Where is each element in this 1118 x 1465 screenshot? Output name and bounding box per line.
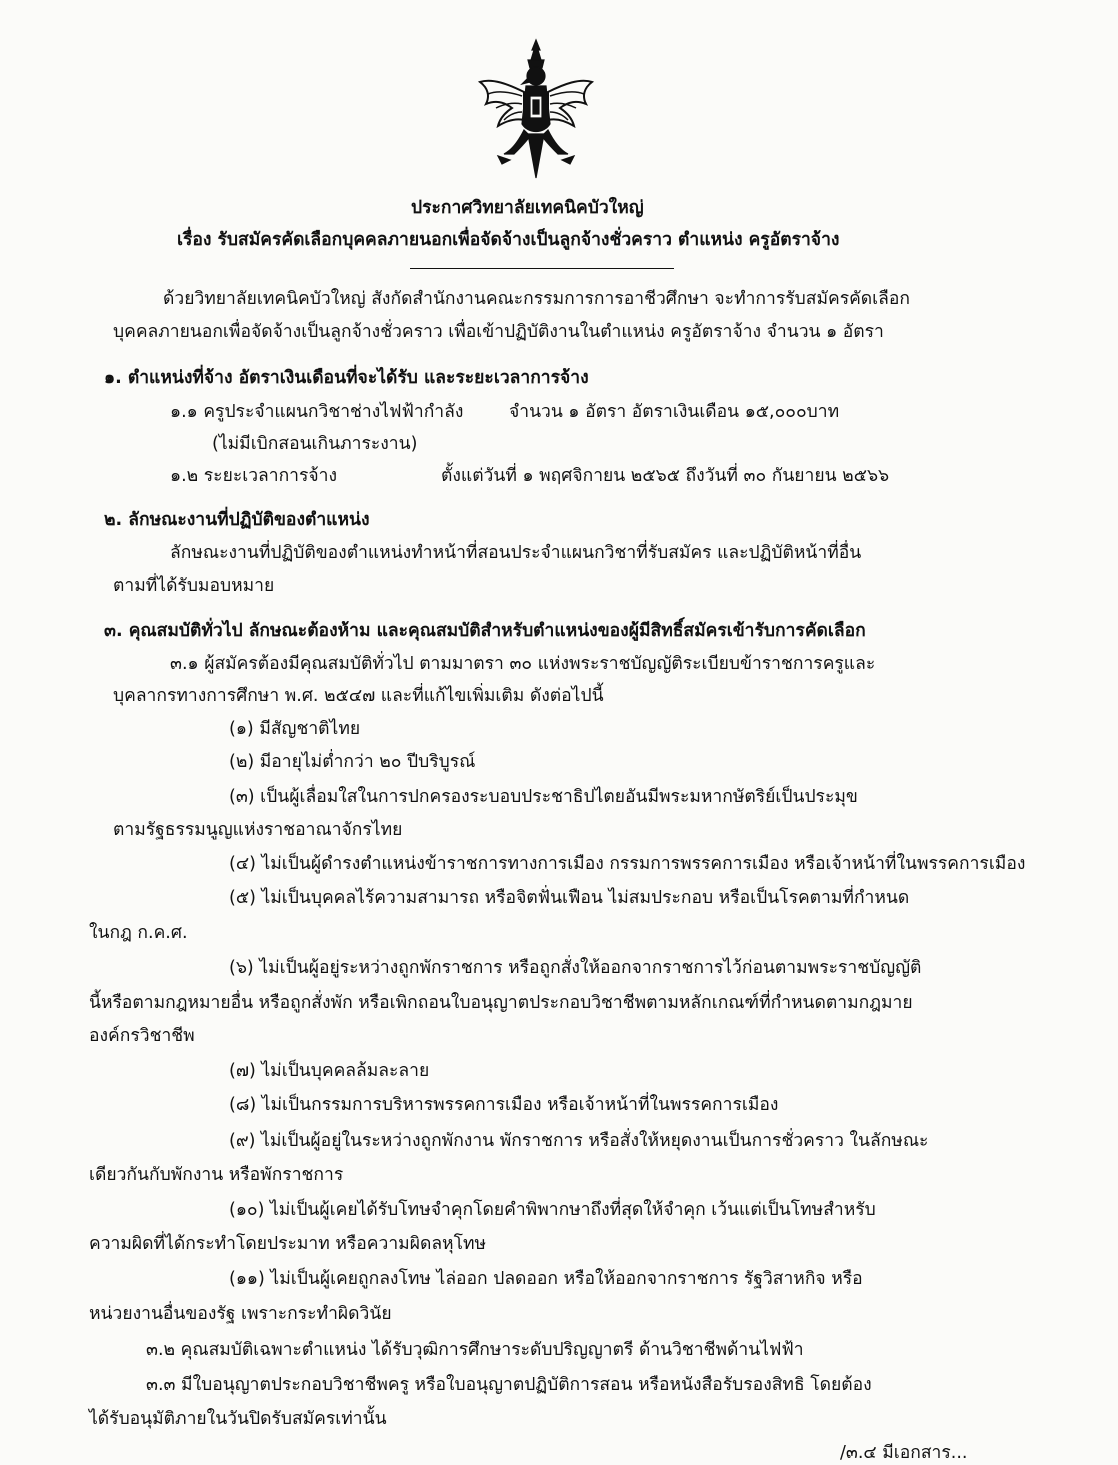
qualification-item: (๑๐) ไม่เป็นผู้เคยได้รับโทษจำคุกโดยคำพิพากษาถึงที่สุดให้จำคุก เว้นแต่เป็นโทษสำหรับ bbox=[229, 1200, 876, 1220]
employment-period-dates: ตั้งแต่วันที่ ๑ พฤศจิกายน ๒๕๖๕ ถึงวันที่ ๓๐ กันยายน ๒๕๖๖ bbox=[441, 466, 890, 486]
section-heading: ๑. ตำแหน่งที่จ้าง อัตราเงินเดือนที่จะได้รับ และระยะเวลาการจ้าง bbox=[104, 368, 589, 388]
qualification-item: ในกฎ ก.ค.ศ. bbox=[89, 923, 188, 943]
qualification-item: ตามรัฐธรรมนูญแห่งราชอาณาจักรไทย bbox=[113, 820, 403, 840]
qualification-item: (๖) ไม่เป็นผู้อยู่ระหว่างถูกพักราชการ หรือถูกสั่งให้ออกจากราชการไว้ก่อนตามพระราชบัญญัติ bbox=[229, 958, 922, 978]
paragraph-line: ๓.๓ มีใบอนุญาตประกอบวิชาชีพครู หรือใบอนุญาตปฏิบัติการสอน หรือหนังสือรับรองสิทธิ โดยต้อง bbox=[146, 1375, 872, 1395]
qualification-item: (๗) ไม่เป็นบุคคลล้มละลาย bbox=[229, 1061, 430, 1081]
paragraph-line: บุคลากรทางการศึกษา พ.ศ. ๒๕๔๗ และที่แก้ไขเพิ่มเติม ดังต่อไปนี้ bbox=[113, 686, 604, 706]
paragraph-line: ตามที่ได้รับมอบหมาย bbox=[113, 576, 275, 596]
position-salary: จำนวน ๑ อัตรา อัตราเงินเดือน ๑๕,๐๐๐บาท bbox=[509, 402, 840, 422]
qualification-item: หน่วยงานอื่นของรัฐ เพราะกระทำผิดวินัย bbox=[89, 1304, 392, 1324]
qualification-item: (๕) ไม่เป็นบุคคลไร้ความสามารถ หรือจิตฟั่นเฟือน ไม่สมประกอบ หรือเป็นโรคตามที่กำหนด bbox=[229, 888, 910, 908]
position-note: (ไม่มีเบิกสอนเกินภาระงาน) bbox=[212, 434, 418, 454]
qualification-item: (๘) ไม่เป็นกรรมการบริหารพรรคการเมือง หรือเจ้าหน้าที่ในพรรคการเมือง bbox=[229, 1095, 779, 1115]
intro-line: ด้วยวิทยาลัยเทคนิคบัวใหญ่ สังกัดสำนักงานคณะกรรมการการอาชีวศึกษา จะทำการรับสมัครคัดเลือก bbox=[163, 289, 910, 309]
page-continuation: /๓.๔ มีเอกสาร... bbox=[840, 1443, 968, 1463]
qualification-item: (๑) มีสัญชาติไทย bbox=[229, 719, 361, 739]
paragraph-line: ลักษณะงานที่ปฏิบัติของตำแหน่งทำหน้าที่สอนประจำแผนกวิชาที่รับสมัคร และปฏิบัติหน้าที่อื่น bbox=[170, 543, 862, 563]
announcement-subject: เรื่อง รับสมัครคัดเลือกบุคคลภายนอกเพื่อจัดจ้างเป็นลูกจ้างชั่วคราว ตำแหน่ง ครูอัตราจ้าง bbox=[177, 230, 840, 250]
qualification-item: นี้หรือตามกฎหมายอื่น หรือถูกสั่งพัก หรือเพิกถอนใบอนุญาตประกอบวิชาชีพตามหลักเกณฑ์ที่กำหนดตามกฎมาย bbox=[89, 993, 913, 1013]
employment-period-label: ๑.๒ ระยะเวลาการจ้าง bbox=[170, 466, 338, 486]
intro-line: บุคคลภายนอกเพื่อจัดจ้างเป็นลูกจ้างชั่วคราว เพื่อเข้าปฏิบัติงานในตำแหน่ง ครูอัตราจ้าง จำนวน ๑ อัตรา bbox=[113, 322, 884, 342]
paragraph-line: ๓.๑ ผู้สมัครต้องมีคุณสมบัติทั่วไป ตามมาตรา ๓๐ แห่งพระราชบัญญัติระเบียบข้าราชการครูและ bbox=[170, 654, 876, 674]
qualification-item: ความผิดที่ได้กระทำโดยประมาท หรือความผิดลหุโทษ bbox=[89, 1234, 487, 1254]
announcement-title: ประกาศวิทยาลัยเทคนิคบัวใหญ่ bbox=[411, 198, 644, 218]
title-divider bbox=[410, 268, 674, 269]
section-heading: ๓. คุณสมบัติทั่วไป ลักษณะต้องห้าม และคุณสมบัติสำหรับตำแหน่งของผู้มีสิทธิ์สมัครเข้ารับการคัดเลือก bbox=[104, 621, 866, 641]
paragraph-line: ได้รับอนุมัติภายในวันปิดรับสมัครเท่านั้น bbox=[89, 1409, 387, 1429]
qualification-item: (๓) เป็นผู้เลื่อมใสในการปกครองระบอบประชาธิปไตยอันมีพระมหากษัตริย์เป็นประมุข bbox=[229, 787, 858, 807]
qualification-item: เดียวกันกับพักงาน หรือพักราชการ bbox=[89, 1165, 344, 1185]
qualification-item: องค์กรวิชาชีพ bbox=[89, 1026, 195, 1046]
section-heading: ๒. ลักษณะงานที่ปฏิบัติของตำแหน่ง bbox=[104, 510, 370, 530]
qualification-item: (๒) มีอายุไม่ต่ำกว่า ๒๐ ปีบริบูรณ์ bbox=[229, 752, 476, 772]
qualification-item: (๙) ไม่เป็นผู้อยู่ในระหว่างถูกพักงาน พักราชการ หรือสั่งให้หยุดงานเป็นการชั่วคราว ในลักษณะ bbox=[229, 1131, 929, 1151]
position-item: ๑.๑ ครูประจำแผนกวิชาช่างไฟฟ้ากำลัง bbox=[170, 402, 464, 422]
paragraph-line: ๓.๒ คุณสมบัติเฉพาะตำแหน่ง ได้รับวุฒิการศึกษาระดับปริญญาตรี ด้านวิชาชีพด้านไฟฟ้า bbox=[146, 1340, 804, 1360]
garuda-emblem-icon bbox=[478, 38, 594, 182]
qualification-item: (๔) ไม่เป็นผู้ดำรงตำแหน่งข้าราชการทางการเมือง กรรมการพรรคการเมือง หรือเจ้าหน้าที่ในพรรคการเมือง bbox=[229, 854, 1026, 874]
qualification-item: (๑๑) ไม่เป็นผู้เคยถูกลงโทษ ไล่ออก ปลดออก หรือให้ออกจากราชการ รัฐวิสาหกิจ หรือ bbox=[229, 1269, 863, 1289]
